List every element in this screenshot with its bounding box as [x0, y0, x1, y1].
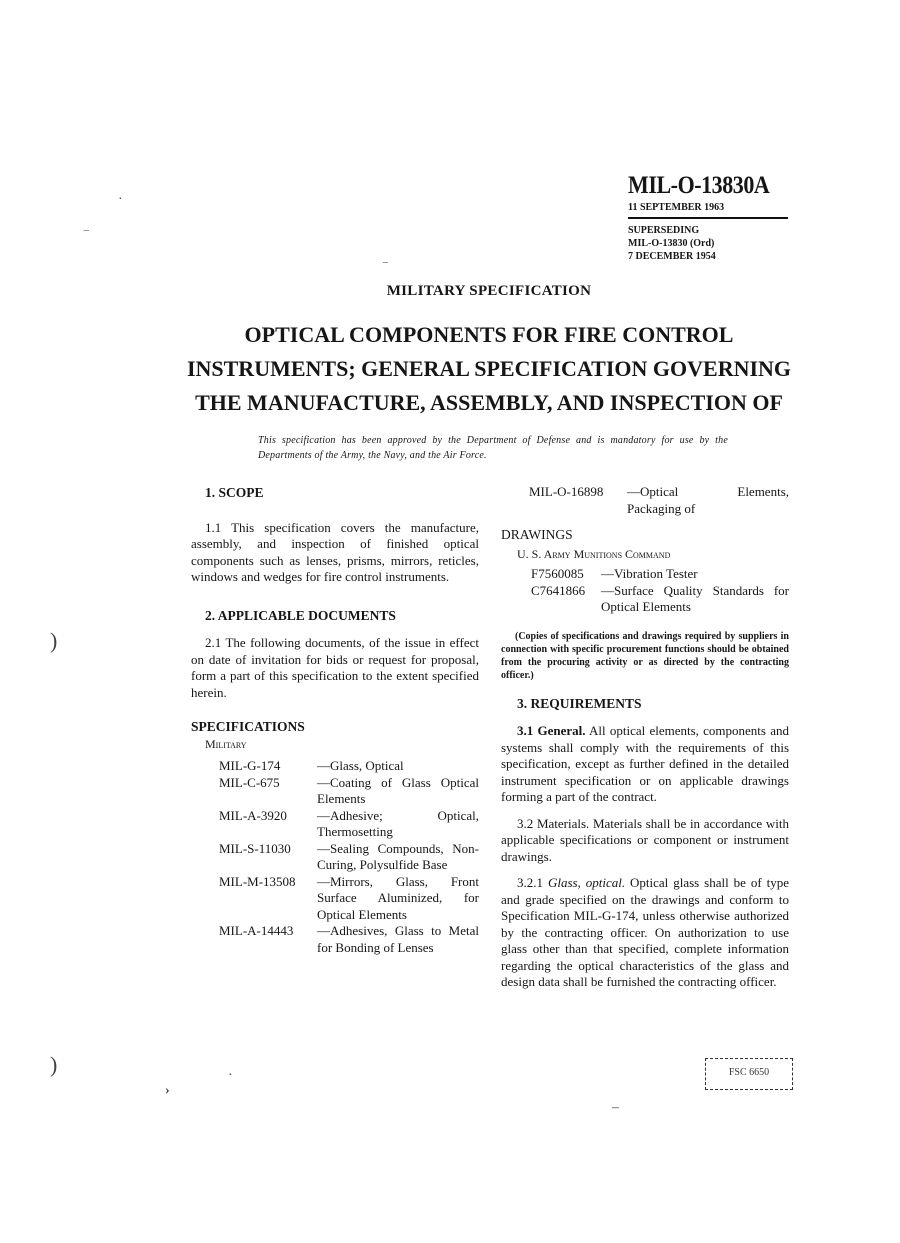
scan-mark: ‾	[383, 262, 388, 277]
superseding-label: SUPERSEDING	[628, 225, 700, 236]
specification-type: MILITARY SPECIFICATION	[386, 283, 592, 299]
scan-mark: ·	[228, 1068, 233, 1083]
glass-paragraph	[501, 875, 789, 991]
drawing-code: F7560085	[531, 566, 584, 581]
approval-note: This specification has been approved by the Department of Defense and is mandatory for use by the Departments of the Army, the Navy, and the Air Force.	[258, 435, 728, 461]
spec-entry	[219, 923, 479, 956]
applicable-documents-heading: 2. APPLICABLE DOCUMENTS	[205, 607, 396, 623]
spec-entry	[219, 775, 479, 808]
document-title	[0, 318, 900, 420]
left-column	[191, 485, 479, 956]
spec-code: MIL-S-11030	[219, 840, 291, 856]
requirements-heading: 3. REQUIREMENTS	[517, 695, 642, 711]
right-column	[501, 484, 789, 991]
drawing-description: —Surface Quality Standards for Optical Elements	[601, 582, 789, 614]
scan-mark: ›	[165, 1083, 170, 1098]
spec-description: —Coating of Glass Optical Elements	[317, 774, 479, 806]
document-header	[628, 172, 790, 263]
superseded-document: MIL-O-13830 (Ord)	[628, 238, 715, 249]
spec-code: MIL-G-174	[219, 758, 281, 773]
spec-code: MIL-C-675	[219, 774, 280, 790]
spec-entry	[219, 841, 479, 874]
spec-code: MIL-O-16898	[529, 484, 604, 499]
spec-code: MIL-M-13508	[219, 873, 296, 889]
header-rule	[628, 217, 788, 219]
title-line: INSTRUMENTS; GENERAL SPECIFICATION GOVERNING	[186, 356, 792, 381]
drawings-list	[531, 566, 789, 616]
spec-description: —Optical Elements, Packaging of	[627, 484, 789, 516]
general-paragraph	[501, 723, 789, 806]
materials-text: Materials shall be in accordance with applicable specifications or component or instrument drawings.	[501, 815, 789, 864]
materials-paragraph	[501, 816, 789, 866]
materials-label: 3.2 Materials.	[517, 815, 590, 831]
scope-heading: 1. SCOPE	[205, 485, 264, 500]
scan-mark: )	[50, 1052, 58, 1077]
spec-code: MIL-A-3920	[219, 807, 287, 823]
drawings-heading: DRAWINGS	[501, 527, 573, 542]
military-spec-list	[219, 758, 479, 956]
applicable-documents-paragraph: 2.1 The following documents, of the issue in effect on date of invitation for bids or request for proposal, form a part of this specification to the extent specified herein.	[191, 635, 479, 700]
spec-description: —Glass, Optical	[317, 758, 404, 773]
drawing-code: C7641866	[531, 582, 586, 598]
spec-entry	[219, 758, 479, 775]
glass-number: 3.2.1	[517, 875, 543, 890]
scan-mark: )	[50, 628, 58, 653]
scan-mark: ‾	[84, 230, 89, 245]
glass-text: Optical glass shall be of type and grade specified on the drawings and conform to Specification MIL-G-174, unless otherwise authorized by the contracting officer. On authorization to use glass other than that specified, complete information regarding the optical characteristics of the glass and design data shall be furnished the contracting officer.	[501, 875, 789, 989]
copies-note: (Copies of specifications and drawings required by suppliers in connection with specific procurement functions should be obtained from the procuring activity or as directed by the contracting officer.)	[501, 630, 789, 681]
spec-code: MIL-A-14443	[219, 923, 294, 938]
scan-mark: ·	[118, 192, 123, 207]
scan-mark: –	[612, 1100, 619, 1115]
general-text: All optical elements, components and systems shall comply with the requirements of this specification, except as further defined in the detailed instrument specification or on applicable drawings forming a part of the contract.	[501, 723, 789, 804]
spec-entry	[219, 808, 479, 841]
title-line: OPTICAL COMPONENTS FOR FIRE CONTROL	[244, 322, 734, 347]
drawing-description: —Vibration Tester	[601, 566, 698, 581]
spec-description: —Adhesive; Optical, Thermosetting	[317, 807, 479, 839]
drawings-source: U. S. Army Munitions Command	[517, 546, 671, 561]
general-label: 3.1 General.	[517, 723, 586, 738]
spec-entry	[529, 484, 789, 517]
military-label: Military	[205, 736, 247, 751]
spec-description: —Mirrors, Glass, Front Surface Aluminized, for Optical Elements	[317, 873, 479, 922]
document-number: MIL-O-13830A	[628, 172, 770, 199]
title-line: THE MANUFACTURE, ASSEMBLY, AND INSPECTION OF	[195, 390, 783, 415]
superseded-date: 7 DECEMBER 1954	[628, 251, 716, 262]
document-date: 11 SEPTEMBER 1963	[628, 202, 725, 213]
fsc-box: FSC 6650	[705, 1058, 793, 1090]
spec-entry	[219, 874, 479, 924]
spec-description: —Adhesives, Glass to Metal for Bonding of Lenses	[317, 923, 479, 955]
scope-paragraph: 1.1 This specification covers the manufacture, assembly, and inspection of finished optical components such as lenses, prisms, mirrors, reticles, windows and wedges for fire control instruments.	[191, 519, 479, 584]
specifications-heading: SPECIFICATIONS	[191, 719, 305, 734]
drawing-entry	[531, 566, 789, 583]
glass-label: Glass, optical.	[547, 875, 626, 890]
spec-description: —Sealing Compounds, Non-Curing, Polysulfide Base	[317, 840, 479, 872]
drawing-entry	[531, 583, 789, 616]
